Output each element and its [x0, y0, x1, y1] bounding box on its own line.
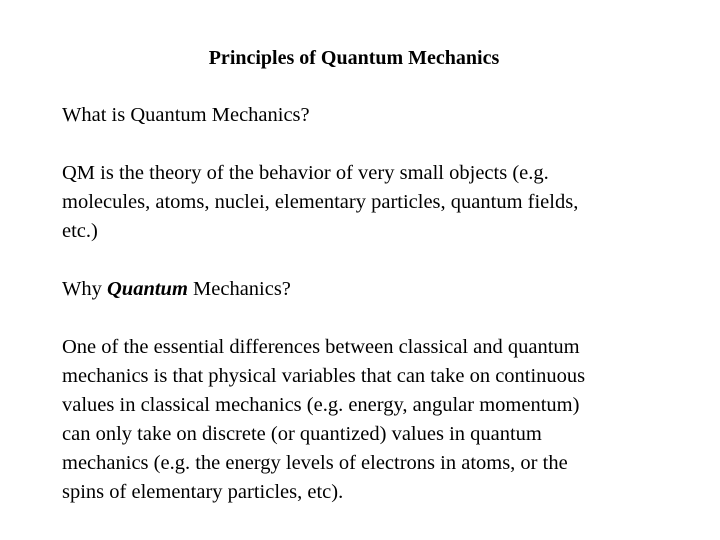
question-suffix: Mechanics?	[187, 278, 291, 300]
answer-line: mechanics is that physical variables that can take on continuous	[62, 365, 586, 387]
question-why-quantum	[62, 275, 702, 304]
slide-title: Principles of Quantum Mechanics	[208, 47, 500, 69]
answer-line: values in classical mechanics (e.g. energy, angular momentum)	[62, 394, 580, 416]
question-prefix: Why	[62, 278, 107, 300]
answer-line: molecules, atoms, nuclei, elementary particles, quantum fields,	[62, 191, 579, 213]
answer-line: can only take on discrete (or quantized) values in quantum	[62, 423, 542, 445]
answer-line: mechanics (e.g. the energy levels of electrons in atoms, or the	[62, 452, 568, 474]
answer-line: etc.)	[62, 220, 98, 242]
emphasized-word: Quantum	[106, 278, 188, 300]
answer-line: spins of elementary particles, etc).	[62, 481, 344, 503]
question-what-is-qm: What is Quantum Mechanics?	[62, 104, 310, 126]
answer-line: QM is the theory of the behavior of very small objects (e.g.	[62, 162, 549, 184]
answer-why-quantum	[62, 333, 702, 507]
answer-what-is-qm	[62, 159, 702, 246]
answer-line: One of the essential differences between classical and quantum	[62, 336, 580, 358]
